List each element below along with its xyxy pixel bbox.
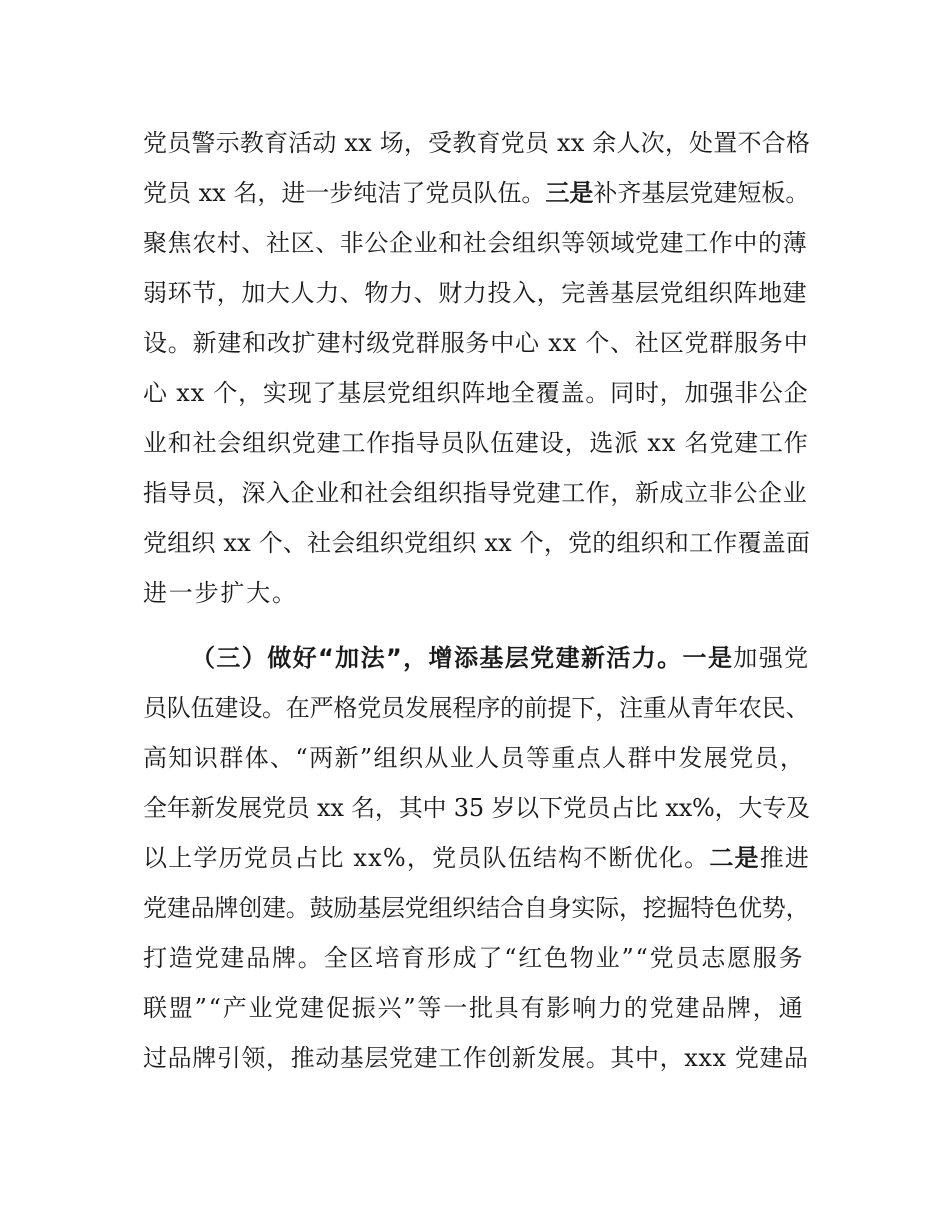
body-line: 聚焦农村、社区、非公企业和社会组织等领域党建工作中的薄 xyxy=(143,229,808,257)
bold-lead-phrase: 三是 xyxy=(545,179,594,207)
body-line: 过品牌引领，推动基层党建工作创新发展。其中，xxx 党建品 xyxy=(143,1044,809,1072)
body-line: 党建品牌创建。鼓励基层党组织结合自身实际，挖掘特色优势， xyxy=(143,894,810,922)
body-line: 弱环节，加大人力、物力、财力投入，完善基层党组织阵地建 xyxy=(143,279,808,307)
body-line: 指导员，深入企业和社会组织指导党建工作，新成立非公企业 xyxy=(143,479,808,507)
body-line: 设。新建和改扩建村级党群服务中心 xx 个、社区党群服务中 xyxy=(143,329,809,357)
section-heading-line: （三）做好“加法”，增添基层党建新活力。一是加强党 xyxy=(191,644,810,672)
body-line: 联盟”“产业党建促振兴”等一批具有影响力的党建品牌，通 xyxy=(143,994,805,1022)
bold-lead-phrase: 二是 xyxy=(709,844,760,872)
body-line: 进一步扩大。 xyxy=(143,579,298,607)
body-line: 党组织 xx 个、社会组织党组织 xx 个，党的组织和工作覆盖面 xyxy=(143,529,811,557)
section-heading: （三）做好“加法”，增添基层党建新活力。 xyxy=(191,644,683,672)
body-line: 全年新发展党员 xx 名，其中 35 岁以下党员占比 xx%，大专及 xyxy=(143,794,810,822)
bold-lead-phrase: 一是 xyxy=(682,644,734,672)
body-line: 以上学历党员占比 xx%，党员队伍结构不断优化。二是推进 xyxy=(143,844,811,872)
body-line: 心 xx 个，实现了基层党组织阵地全覆盖。同时，加强非公企 xyxy=(143,379,809,407)
body-line: 党员 xx 名，进一步纯洁了党员队伍。三是补齐基层党建短板。 xyxy=(143,179,810,207)
body-line: 业和社会组织党建工作指导员队伍建设，选派 xx 名党建工作 xyxy=(143,429,809,457)
body-line: 员队伍建设。在严格党员发展程序的前提下，注重从青年农民、 xyxy=(143,694,810,722)
body-line: 党员警示教育活动 xx 场，受教育党员 xx 余人次，处置不合格 xyxy=(143,129,811,157)
body-line: 高知识群体、“两新”组织从业人员等重点人群中发展党员， xyxy=(143,744,806,772)
body-line: 打造党建品牌。全区培育形成了“红色物业”“党员志愿服务 xyxy=(143,944,805,972)
